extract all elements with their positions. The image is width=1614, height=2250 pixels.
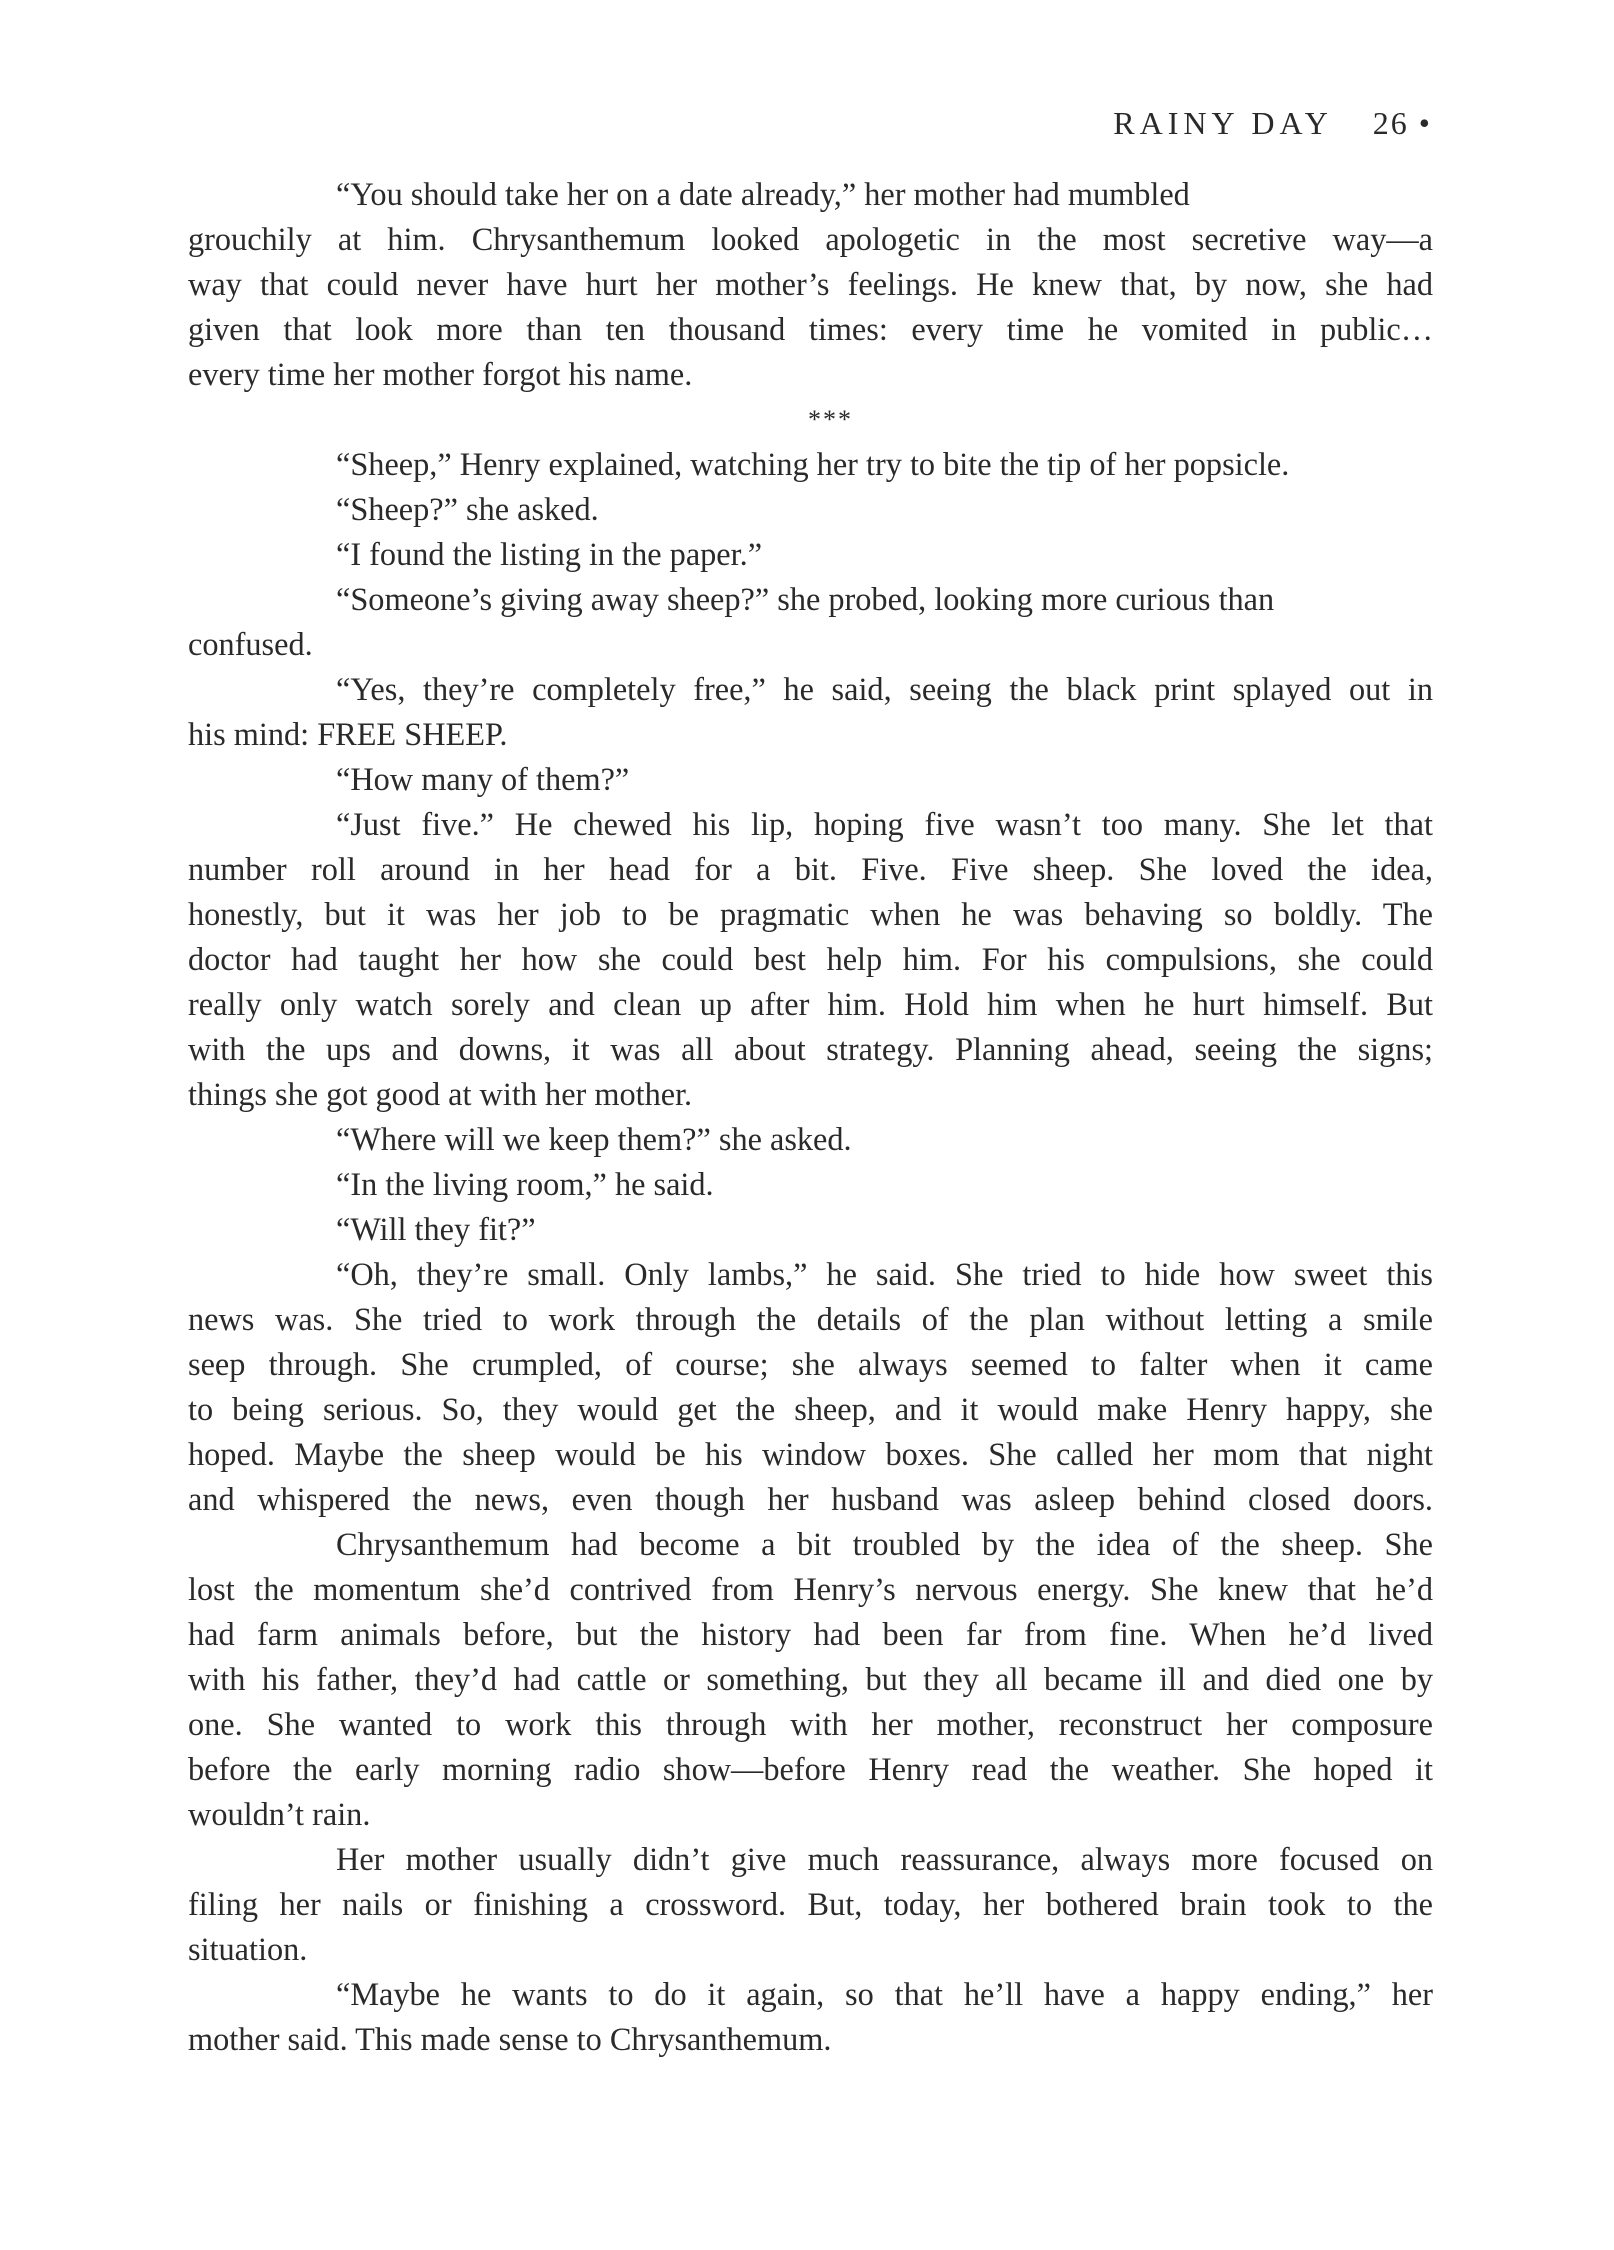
text-line: situation. <box>188 1931 308 1967</box>
text-line: “Sheep,” Henry explained, watching her try to bite the tip of her popsicle. <box>336 446 1290 482</box>
text-line: to being serious. So, they would get the sheep, and it would make Henry happy, she <box>188 1391 1433 1427</box>
text-line: honestly, but it was her job to be pragmatic when he was behaving so boldly. The <box>188 896 1433 932</box>
text-line: one. She wanted to work this through with her mother, reconstruct her composure <box>188 1706 1433 1742</box>
text-line: “You should take her on a date already,” her mother had mumbled <box>336 176 1190 212</box>
text-line: “Someone’s giving away sheep?” she probed, looking more curious than <box>336 581 1275 617</box>
header-bullet: • <box>1418 105 1434 141</box>
body-text <box>188 172 1433 2062</box>
text-line: “Oh, they’re small. Only lambs,” he said. She tried to hide how sweet this <box>336 1256 1433 1292</box>
text-line: had farm animals before, but the history had been far from fine. When he’d lived <box>188 1616 1433 1652</box>
text-line: “Sheep?” she asked. <box>336 491 599 527</box>
text-line: wouldn’t rain. <box>188 1796 371 1832</box>
text-line: “Maybe he wants to do it again, so that he’ll have a happy ending,” her <box>336 1976 1433 2012</box>
text-line: “Just five.” He chewed his lip, hoping five wasn’t too many. She let that <box>336 806 1433 842</box>
text-line: with his father, they’d had cattle or something, but they all became ill and died one by <box>188 1661 1433 1697</box>
text-line: lost the momentum she’d contrived from Henry’s nervous energy. She knew that he’d <box>188 1571 1433 1607</box>
text-line: given that look more than ten thousand times: every time he vomited in public… <box>188 311 1433 347</box>
text-line: news was. She tried to work through the details of the plan without letting a smile <box>188 1301 1433 1337</box>
text-line: seep through. She crumpled, of course; she always seemed to falter when it came <box>188 1346 1433 1382</box>
text-line: grouchily at him. Chrysanthemum looked apologetic in the most secretive way—a <box>188 221 1433 257</box>
text-line: and whispered the news, even though her husband was asleep behind closed doors. <box>188 1481 1433 1517</box>
text-line: way that could never have hurt her mother’s feelings. He knew that, by now, she had <box>188 266 1433 302</box>
section-break: *** <box>808 405 853 434</box>
text-line: mother said. This made sense to Chrysanthemum. <box>188 2021 832 2057</box>
text-line: before the early morning radio show—before Henry read the weather. She hoped it <box>188 1751 1433 1787</box>
text-line: “Yes, they’re completely free,” he said, seeing the black print splayed out in <box>336 671 1433 707</box>
text-line: his mind: FREE SHEEP. <box>188 716 508 752</box>
text-line: hoped. Maybe the sheep would be his window boxes. She called her mom that night <box>188 1436 1433 1472</box>
text-line: “I found the listing in the paper.” <box>336 536 763 572</box>
text-line: “In the living room,” he said. <box>336 1166 714 1202</box>
text-line: Chrysanthemum had become a bit troubled by the idea of the sheep. She <box>336 1526 1433 1562</box>
page-number: 26 <box>1372 105 1409 141</box>
text-line: filing her nails or finishing a crossword. But, today, her bothered brain took to the <box>188 1886 1433 1922</box>
text-line: “Where will we keep them?” she asked. <box>336 1121 852 1157</box>
text-line: really only watch sorely and clean up after him. Hold him when he hurt himself. But <box>188 986 1433 1022</box>
text-line: Her mother usually didn’t give much reassurance, always more focused on <box>336 1841 1433 1877</box>
text-line: “Will they fit?” <box>336 1211 536 1247</box>
text-line: “How many of them?” <box>336 761 630 797</box>
text-line: every time her mother forgot his name. <box>188 356 693 392</box>
text-line: with the ups and downs, it was all about strategy. Planning ahead, seeing the signs; <box>188 1031 1433 1067</box>
text-line: confused. <box>188 626 313 662</box>
text-line: number roll around in her head for a bit. Five. Five sheep. She loved the idea, <box>188 851 1433 887</box>
text-line: things she got good at with her mother. <box>188 1076 693 1112</box>
running-header <box>1113 103 1434 143</box>
running-title: RAINY DAY <box>1113 105 1333 141</box>
text-line: doctor had taught her how she could best help him. For his compulsions, she could <box>188 941 1433 977</box>
